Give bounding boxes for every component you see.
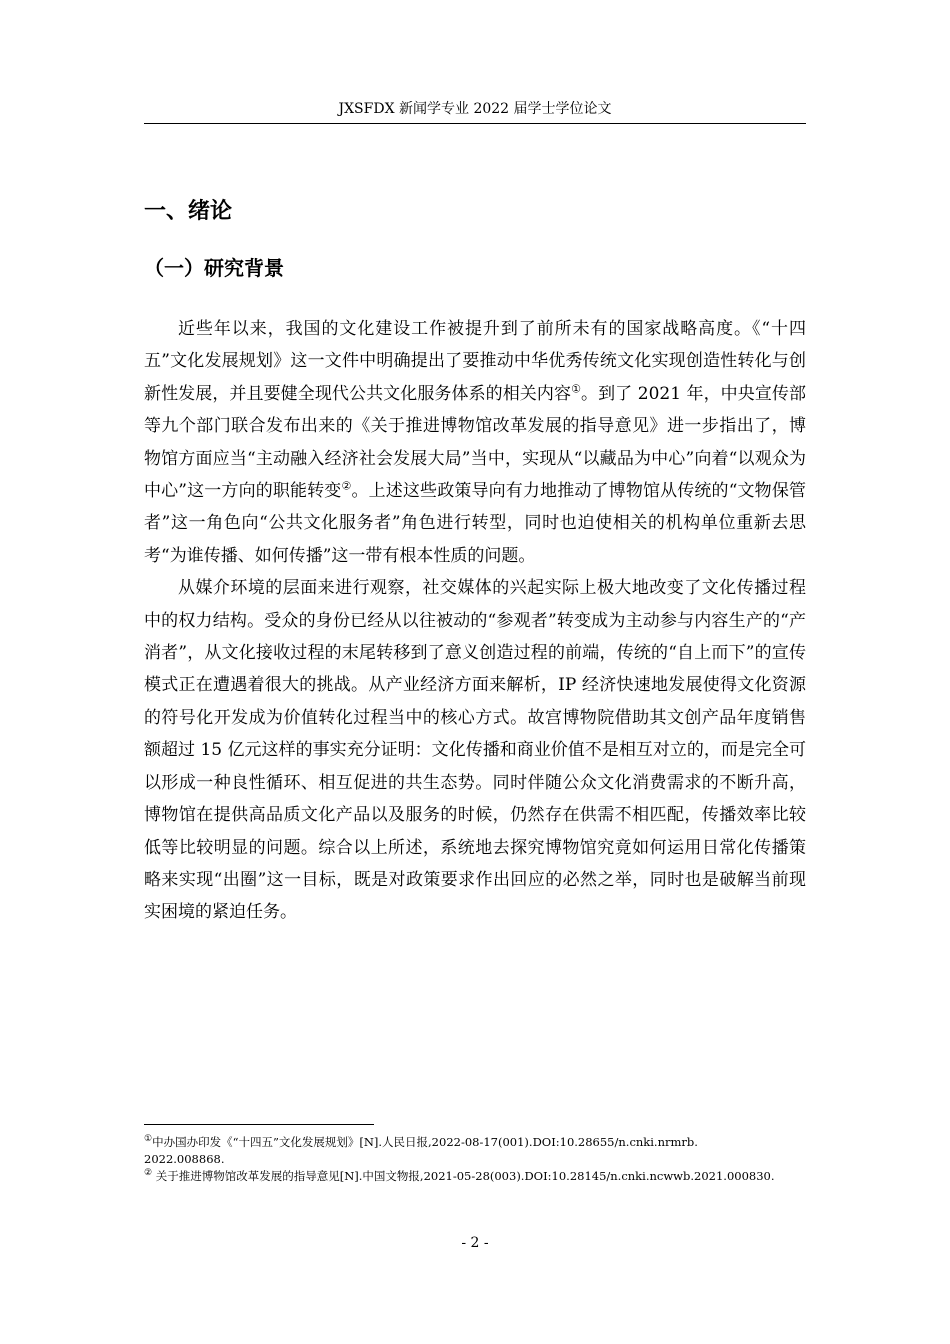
paragraph-1 bbox=[144, 313, 806, 572]
header-rule bbox=[144, 123, 806, 124]
paragraph-1-part-3: 。上述这些政策导向有力地推动了博物馆从传统的“文物保管者”这一角色向“公共文化服务者”角色进行转型，同时也迫使相关的机构单位重新去思考“为谁传播、如何传播”这一带有根本性质的问题。 bbox=[144, 481, 806, 566]
footnote-1-continuation: 2022.008868. bbox=[144, 1152, 225, 1166]
page-number: - 2 - bbox=[461, 1235, 489, 1251]
paragraph-1-part-1: 近些年以来，我国的文化建设工作被提升到了前所未有的国家战略高度。《“十四五”文化发展规划》这一文件中明确提出了要推动中华优秀传统文化实现创造性转化与创新性发展，并且要健全现代公共文化服务体系的相关内容 bbox=[144, 319, 806, 404]
running-header: JXSFDX 新闻学专业 2022 届学士学位论文 bbox=[338, 101, 612, 117]
footnote-1-text: 中办国办印发《“十四五”文化发展规划》[N].人民日报,2022-08-17(001).DOI:10.28655/n.cnki.nrmrb. bbox=[152, 1135, 698, 1149]
paragraph-1-part-2: 。到了 2021 年，中央宣传部等九个部门联合发布出来的《关于推进博物馆改革发展的指导意见》进一步指出了，博物馆方面应当“主动融入经济社会发展大局”当中，实现从“以藏品为中心”向着“以观众为中心”这一方向的职能转变 bbox=[144, 383, 806, 502]
footnote-2 bbox=[144, 1168, 806, 1185]
paragraph-2: 从媒介环境的层面来进行观察，社交媒体的兴起实际上极大地改变了文化传播过程中的权力结构。受众的身份已经从以往被动的“参观者”转变成为主动参与内容生产的“产消者”，从文化接收过程的末尾转移到了意义创造过程的前端，传统的“自上而下”的宣传模式正在遭遇着很大的挑战。从产业经济方面来解析，IP 经济快速地发展使得文化资源的符号化开发成为价值转化过程当中的核心方式。故宫博物院借助其文创产品年度销售额超过 15 亿元这样的事实充分证明：文化传播和商业价值不是相互对立的，而是完全可以形成一种良性循环、相互促进的共生态势。同时伴随公众文化消费需求的不断升高，博物馆在提供高品质文化产品以及服务的时候，仍然存在供需不相匹配，传播效率比较低等比较明显的问题。综合以上所述，系统地去探究博物馆究竟如何运用日常化传播策略来实现“出圈”这一目标，既是对政策要求作出回应的必然之举，同时也是破解当前现实困境的紧迫任务。 bbox=[144, 578, 806, 923]
footnote-2-mark: ② bbox=[144, 1168, 153, 1179]
footnote-2-text: 关于推进博物馆改革发展的指导意见[N].中国文物报,2021-05-28(003).DOI:10.28145/n.cnki.ncwwb.2021.000830. bbox=[152, 1169, 775, 1183]
section-heading: （一）研究背景 bbox=[144, 256, 284, 280]
footnote-ref-2: ② bbox=[341, 479, 352, 493]
footnotes bbox=[144, 1134, 806, 1185]
footnote-1-mark: ① bbox=[144, 1134, 153, 1145]
footnote-1 bbox=[144, 1134, 806, 1151]
footnote-rule bbox=[144, 1124, 374, 1125]
chapter-heading: 一、绪论 bbox=[144, 198, 233, 224]
footnote-ref-1: ① bbox=[571, 382, 582, 396]
body-text bbox=[144, 313, 806, 929]
